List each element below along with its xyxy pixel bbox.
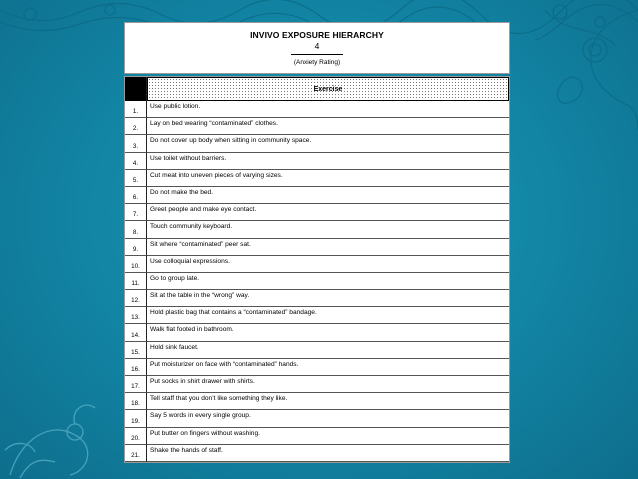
exercise-text: Put butter on fingers without washing. (147, 428, 509, 445)
exercise-text: Sit where “contaminated” peer sat. (147, 239, 509, 256)
row-number: 10. (125, 256, 147, 273)
exercise-text: Use public lotion. (147, 101, 509, 118)
row-number: 21. (125, 445, 147, 462)
table-row (125, 290, 509, 307)
table-row (125, 342, 509, 359)
row-number: 6. (125, 187, 147, 204)
table-row (125, 101, 509, 118)
row-number: 4. (125, 153, 147, 170)
table-row (125, 324, 509, 341)
exercise-table (124, 76, 510, 463)
exercise-text: Do not make the bed. (147, 187, 509, 204)
exercise-text: Put socks in shirt drawer with shirts. (147, 376, 509, 393)
row-number: 16. (125, 359, 147, 376)
row-number: 8. (125, 221, 147, 238)
number-column-header (125, 77, 147, 101)
row-number: 12. (125, 290, 147, 307)
floral-corner-ornament (505, 0, 638, 150)
exercise-text: Touch community keyboard. (147, 221, 509, 238)
exercise-text: Hold sink faucet. (147, 342, 509, 359)
table-row (125, 393, 509, 410)
table-row (125, 118, 509, 135)
table-header-row (125, 77, 509, 101)
table-row (125, 153, 509, 170)
page-title: INVIVO EXPOSURE HIERARCHY (250, 30, 384, 40)
table-row (125, 307, 509, 324)
exercise-text: Cut meat into uneven pieces of varying sizes. (147, 170, 509, 187)
exercise-text: Say 5 words in every single group. (147, 410, 509, 427)
table-row (125, 187, 509, 204)
peacock-ornament (0, 380, 120, 479)
exercise-text: Hold plastic bag that contains a “contaminated” bandage. (147, 307, 509, 324)
exercise-text: Use colloquial expressions. (147, 256, 509, 273)
row-number: 3. (125, 135, 147, 152)
exercise-text: Lay on bed wearing “contaminated” clothes. (147, 118, 509, 135)
table-row (125, 445, 509, 462)
exercise-text: Sit at the table in the “wrong” way. (147, 290, 509, 307)
row-number: 19. (125, 410, 147, 427)
table-row (125, 428, 509, 445)
table-row (125, 273, 509, 290)
table-row (125, 256, 509, 273)
row-number: 18. (125, 393, 147, 410)
row-number: 1. (125, 101, 147, 118)
table-row (125, 135, 509, 152)
exercise-text: Walk flat footed in bathroom. (147, 324, 509, 341)
exercise-text: Greet people and make eye contact. (147, 204, 509, 221)
anxiety-rating-label: (Anxiety Rating) (293, 59, 341, 66)
exercise-text: Put moisturizer on face with “contaminated” hands. (147, 359, 509, 376)
row-number: 15. (125, 342, 147, 359)
exercise-text: Use toilet without barriers. (147, 153, 509, 170)
table-row (125, 410, 509, 427)
table-row (125, 239, 509, 256)
row-number: 11. (125, 273, 147, 290)
row-number: 17. (125, 376, 147, 393)
row-number: 5. (125, 170, 147, 187)
exercise-text: Do not cover up body when sitting in community space. (147, 135, 509, 152)
exercise-text: Shake the hands of staff. (147, 445, 509, 462)
row-number: 2. (125, 118, 147, 135)
exercise-column-header: Exercise (147, 77, 509, 101)
row-number: 20. (125, 428, 147, 445)
table-row (125, 170, 509, 187)
rating-underline (291, 54, 343, 55)
row-number: 7. (125, 204, 147, 221)
table-row (125, 204, 509, 221)
row-number: 9. (125, 239, 147, 256)
hierarchy-header (124, 22, 510, 74)
exercise-text: Go to group late. (147, 273, 509, 290)
table-row (125, 359, 509, 376)
table-row (125, 221, 509, 238)
row-number: 13. (125, 307, 147, 324)
exercise-text: Tell staff that you don’t like something they like. (147, 393, 509, 410)
anxiety-rating-value: 4 (314, 41, 320, 51)
row-number: 14. (125, 324, 147, 341)
table-row (125, 376, 509, 393)
